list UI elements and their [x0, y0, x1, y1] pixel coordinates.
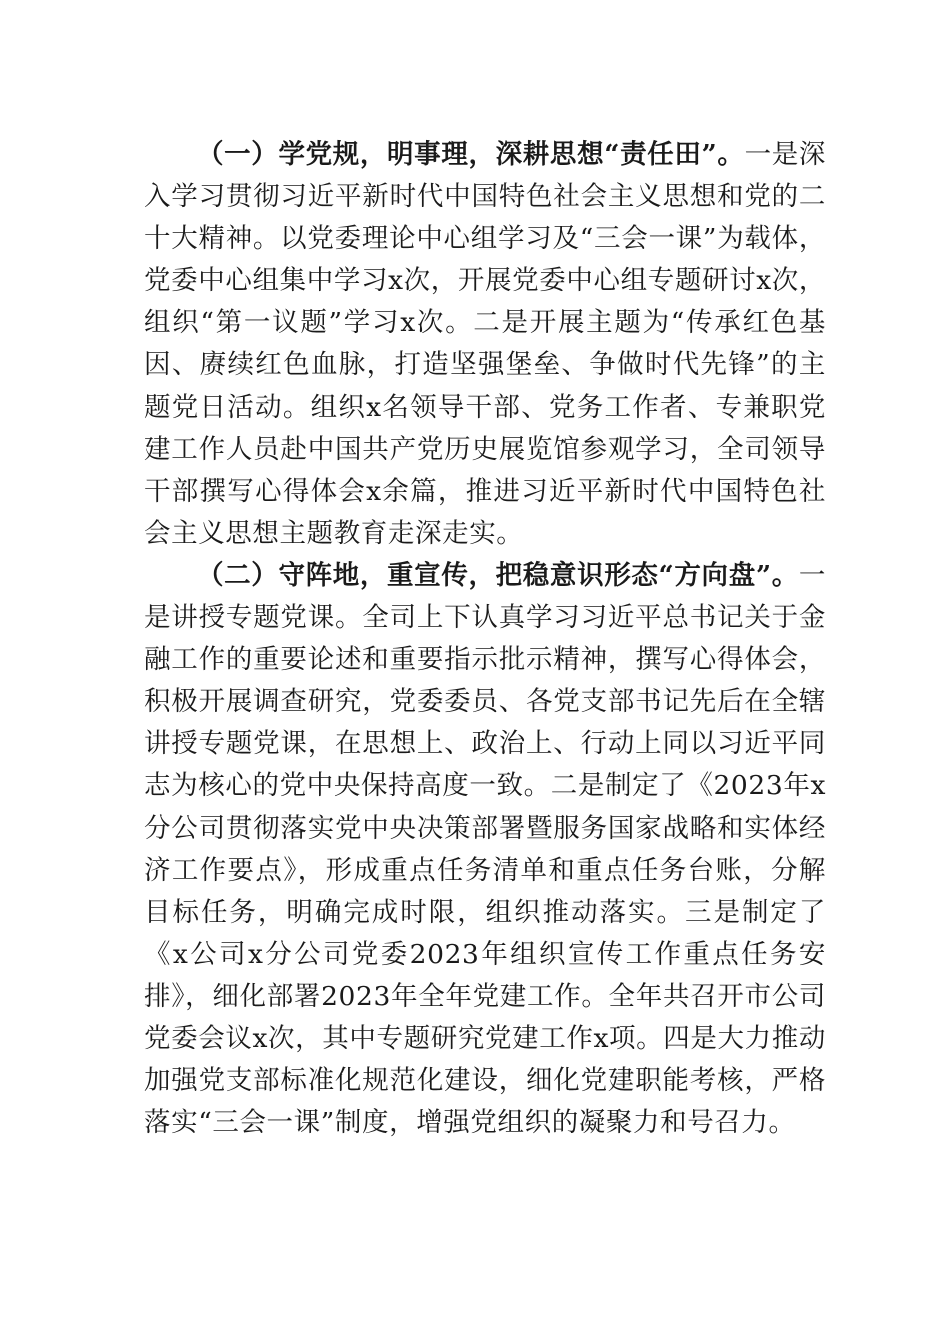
section-1-paragraph — [144, 134, 826, 555]
document-page — [144, 134, 826, 1144]
section-2-body: 一是讲授专题党课。全司上下认真学习习近平总书记关于金融工作的重要论述和重要指示批示精神，撰写心得体会，积极开展调查研究，党委委员、各党支部书记先后在全辖讲授专题党课，在思想上、政治上、行动上同以习近平同志为核心的党中央保持高度一致。二是制定了《2023年x分公司贯彻落实党中央决策部署暨服务国家战略和实体经济工作要点》，形成重点任务清单和重点任务台账，分解目标任务，明确完成时限，组织推动落实。三是制定了《x公司x分公司党委2023年组织宣传工作重点任务安排》，细化部署2023年全年党建工作。全年共召开市公司党委会议x次，其中专题研究党建工作x项。四是大力推动加强党支部标准化规范化建设，细化党建职能考核，严格落实“三会一课”制度，增强党组织的凝聚力和号召力。 — [144, 559, 826, 1139]
section-2-paragraph — [144, 555, 826, 1144]
section-1-body: 一是深入学习贯彻习近平新时代中国特色社会主义思想和党的二十大精神。以党委理论中心组学习及“三会一课”为载体，党委中心组集中学习x次，开展党委中心组专题研讨x次，组织“第一议题”学习x次。二是开展主题为“传承红色基因、赓续红色血脉，打造坚强堡垒、争做时代先锋”的主题党日活动。组织x名领导干部、党务工作者、专兼职党建工作人员赴中国共产党历史展览馆参观学习，全司领导干部撰写心得体会x余篇，推进习近平新时代中国特色社会主义思想主题教育走深走实。 — [144, 139, 826, 549]
section-2-heading: （二）守阵地，重宣传，把稳意识形态“方向盘”。 — [197, 559, 799, 591]
section-1-heading: （一）学党规，明事理，深耕思想“责任田”。 — [197, 139, 745, 170]
